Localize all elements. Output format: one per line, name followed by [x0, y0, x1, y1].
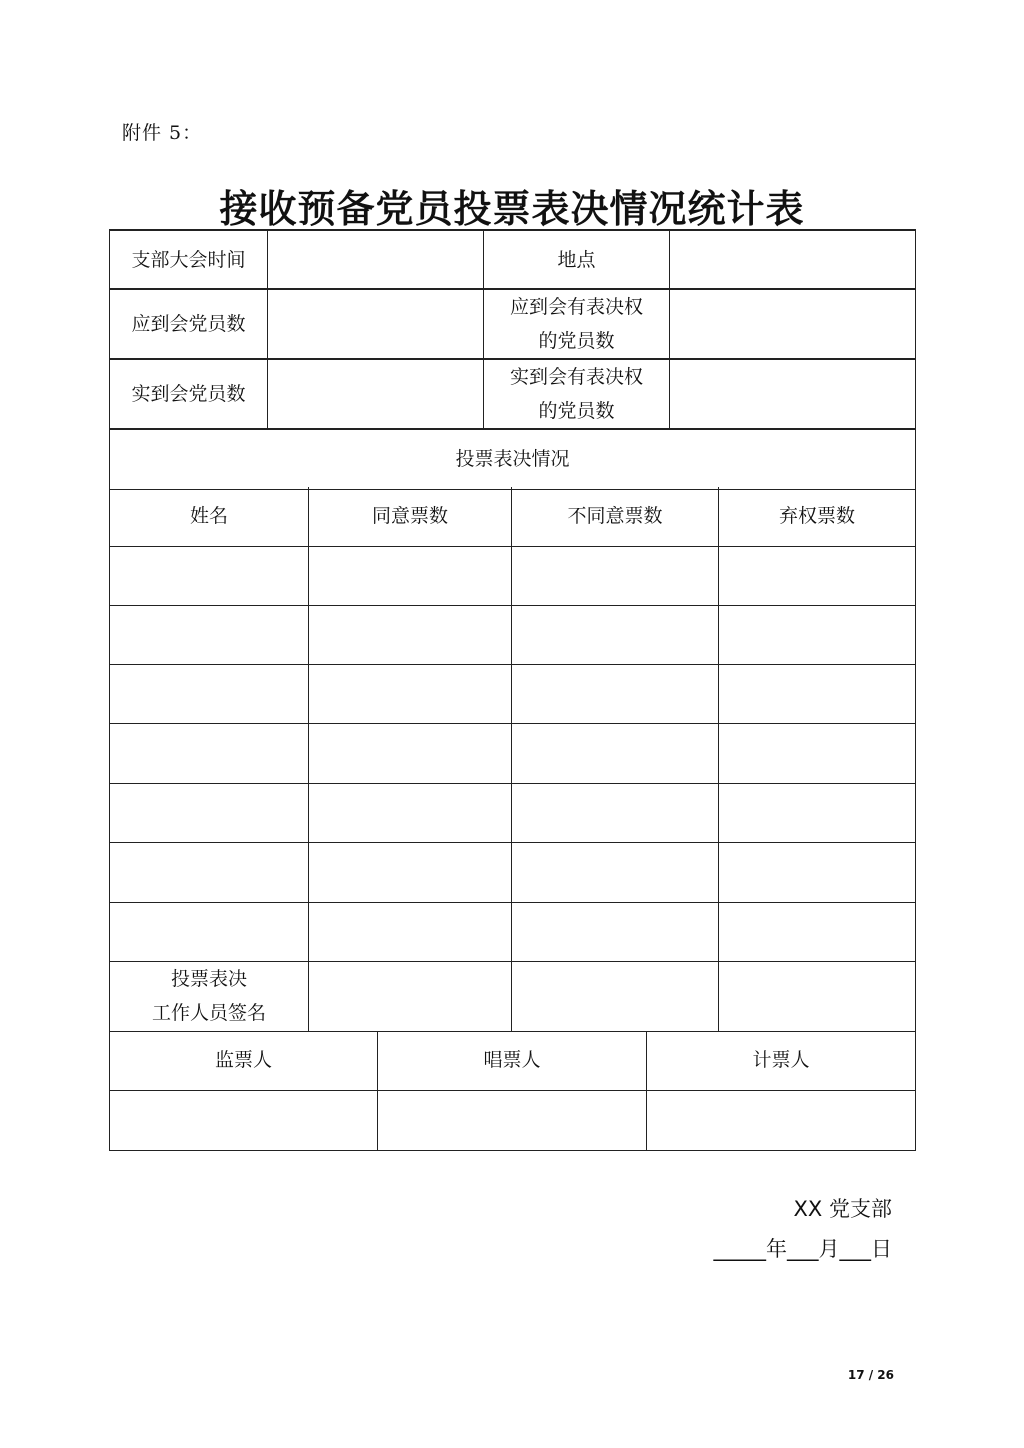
- monitor-sign-cell: [110, 1090, 378, 1150]
- actual-voting-members-value: [670, 359, 916, 429]
- meeting-time-value: [268, 230, 484, 289]
- cell: [719, 664, 916, 723]
- header-abstain: 弃权票数: [719, 487, 916, 546]
- cell: [110, 546, 309, 605]
- table-row: [110, 605, 916, 664]
- staff-sign-label: [110, 961, 309, 1031]
- header-caller: 唱票人: [378, 1031, 647, 1090]
- cell: [309, 664, 512, 723]
- cell: [309, 723, 512, 783]
- header-agree: 同意票数: [309, 487, 512, 546]
- actual-members-label: 实到会党员数: [110, 359, 268, 429]
- cell: [512, 546, 719, 605]
- actual-voting-line1: 实到会有表决权: [509, 366, 643, 388]
- cell: [512, 842, 719, 902]
- staff-sign-line2: 工作人员签名: [151, 1002, 266, 1024]
- attachment-label: 附件 5：: [122, 122, 203, 144]
- page-number: 17 / 26: [847, 1368, 894, 1382]
- meeting-info-table: [109, 229, 916, 490]
- cell: [309, 546, 512, 605]
- cell: [512, 961, 719, 1031]
- header-monitor: 监票人: [110, 1031, 378, 1090]
- cell: [309, 605, 512, 664]
- cell: [110, 783, 309, 842]
- expected-voting-members-label: [484, 289, 670, 359]
- cell: [512, 902, 719, 961]
- cell: [719, 783, 916, 842]
- expected-voting-members-value: [670, 289, 916, 359]
- cell: [719, 961, 916, 1031]
- expected-voting-line1: 应到会有表决权: [509, 296, 643, 318]
- cell: [512, 723, 719, 783]
- staff-sign-line1: 投票表决: [170, 968, 247, 990]
- cell: [110, 902, 309, 961]
- cell: [719, 902, 916, 961]
- expected-members-value: [268, 289, 484, 359]
- expected-voting-line2: 的党员数: [538, 330, 615, 352]
- expected-members-label: 应到会党员数: [110, 289, 268, 359]
- date-line: _____年___月___日: [713, 1237, 892, 1261]
- cell: [719, 605, 916, 664]
- caller-sign-cell: [378, 1090, 647, 1150]
- cell: [512, 605, 719, 664]
- table-row: [110, 723, 916, 783]
- cell: [309, 961, 512, 1031]
- header-disagree: 不同意票数: [512, 487, 719, 546]
- meeting-place-value: [670, 230, 916, 289]
- table-row: [110, 546, 916, 605]
- cell: [110, 605, 309, 664]
- cell: [719, 546, 916, 605]
- cell: [110, 842, 309, 902]
- actual-voting-members-label: [484, 359, 670, 429]
- cell: [110, 664, 309, 723]
- actual-voting-line2: 的党员数: [538, 400, 615, 422]
- header-name: 姓名: [110, 487, 309, 546]
- cell: [309, 842, 512, 902]
- table-row: [110, 842, 916, 902]
- meeting-place-label: 地点: [484, 230, 670, 289]
- vote-section-label: 投票表决情况: [110, 429, 916, 489]
- page-title: 接收预备党员投票表决情况统计表: [219, 186, 805, 231]
- meeting-time-label: 支部大会时间: [110, 230, 268, 289]
- cell: [309, 783, 512, 842]
- cell: [309, 902, 512, 961]
- cell: [719, 842, 916, 902]
- cell: [512, 783, 719, 842]
- branch-signature: XX 党支部: [793, 1197, 892, 1221]
- actual-members-value: [268, 359, 484, 429]
- table-row: [110, 902, 916, 961]
- table-row: [110, 664, 916, 723]
- cell: [719, 723, 916, 783]
- cell: [110, 723, 309, 783]
- vote-tally-table: [109, 487, 916, 1032]
- staff-table: [109, 1031, 916, 1151]
- header-counter: 计票人: [647, 1031, 916, 1090]
- cell: [512, 664, 719, 723]
- counter-sign-cell: [647, 1090, 916, 1150]
- table-row: [110, 783, 916, 842]
